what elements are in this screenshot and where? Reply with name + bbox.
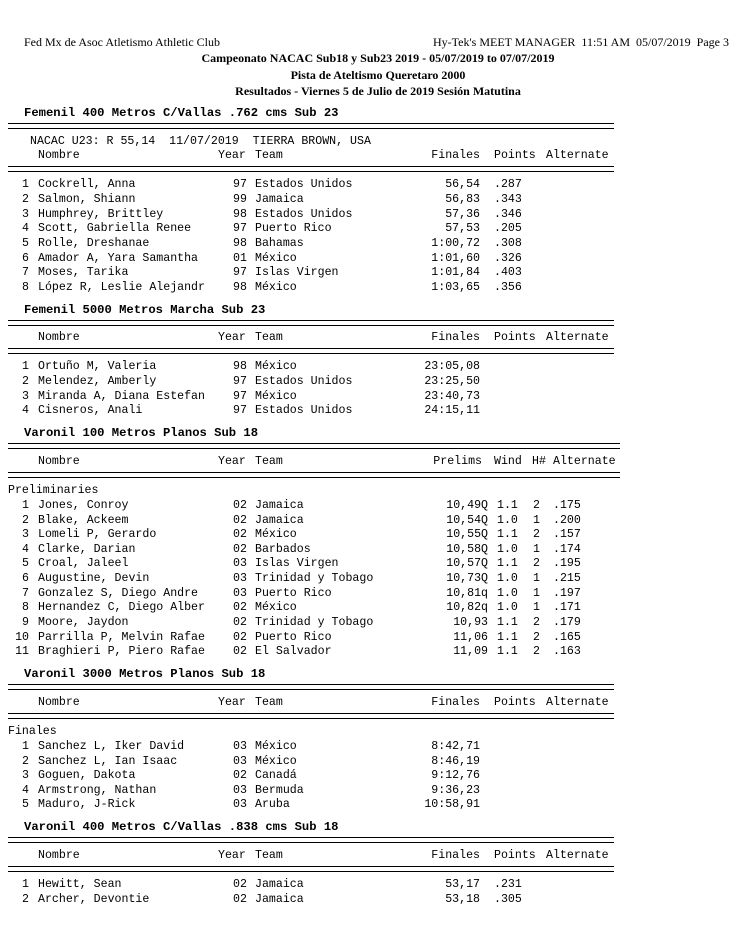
double-rule <box>8 443 620 449</box>
col-mark: Finales <box>431 696 480 709</box>
col-year: Year <box>218 696 246 709</box>
club-name: Fed Mx de Asoc Atletismo Athletic Club <box>24 35 220 49</box>
col-alternate: Alternate <box>546 849 609 862</box>
col-mark: Finales <box>431 149 480 162</box>
double-rule <box>8 320 614 326</box>
col-alternate: Alternate <box>553 455 616 468</box>
double-rule <box>8 684 614 690</box>
col-year: Year <box>218 149 246 162</box>
col-year: Year <box>218 849 246 862</box>
double-rule <box>8 123 614 129</box>
col-name: Nombre <box>38 696 80 709</box>
double-rule <box>8 472 620 478</box>
col-mark: Finales <box>431 331 480 344</box>
meet-title: Campeonato NACAC Sub18 y Sub23 2019 - 05/07/2019 to 07/07/2019 <box>201 51 555 65</box>
col-name: Nombre <box>38 849 80 862</box>
col-heat: H# <box>532 455 546 468</box>
session-title: Resultados - Viernes 5 de Julio de 2019 Sesión Matutina <box>235 84 521 98</box>
venue-title: Pista de Ateltismo Queretaro 2000 <box>290 68 466 82</box>
double-rule <box>8 837 614 843</box>
record-line: NACAC U23: R 55,14 11/07/2019 TIERRA BROWN, USA <box>30 135 371 148</box>
col-year: Year <box>218 331 246 344</box>
section-label: Finales <box>8 725 57 738</box>
event-title: Varonil 400 Metros C/Vallas .838 cms Sub 18 <box>24 820 339 834</box>
event-title: Varonil 100 Metros Planos Sub 18 <box>24 426 259 440</box>
col-team: Team <box>255 149 283 162</box>
col-points: Points <box>494 149 536 162</box>
section-label: Preliminaries <box>8 484 99 497</box>
col-team: Team <box>255 455 283 468</box>
event-title: Femenil 400 Metros C/Vallas .762 cms Sub 23 <box>24 106 339 120</box>
double-rule <box>8 866 614 872</box>
col-name: Nombre <box>38 331 80 344</box>
col-points: Points <box>494 331 536 344</box>
col-points: Points <box>494 696 536 709</box>
col-name: Nombre <box>38 455 80 468</box>
event-title: Femenil 5000 Metros Marcha Sub 23 <box>24 303 266 317</box>
col-mark: Finales <box>431 849 480 862</box>
double-rule <box>8 348 614 354</box>
double-rule <box>8 713 614 719</box>
col-mark: Prelims <box>433 455 482 468</box>
event-title: Varonil 3000 Metros Planos Sub 18 <box>24 667 266 681</box>
col-alternate: Alternate <box>546 696 609 709</box>
col-team: Team <box>255 696 283 709</box>
col-points: Points <box>494 849 536 862</box>
double-rule <box>8 166 614 172</box>
col-team: Team <box>255 331 283 344</box>
col-alternate: Alternate <box>546 149 609 162</box>
software-stamp: Hy-Tek's MEET MANAGER 11:51 AM 05/07/2019 Page 3 <box>433 35 729 49</box>
col-name: Nombre <box>38 149 80 162</box>
col-team: Team <box>255 849 283 862</box>
col-wind: Wind <box>494 455 522 468</box>
col-alternate: Alternate <box>546 331 609 344</box>
col-year: Year <box>218 455 246 468</box>
